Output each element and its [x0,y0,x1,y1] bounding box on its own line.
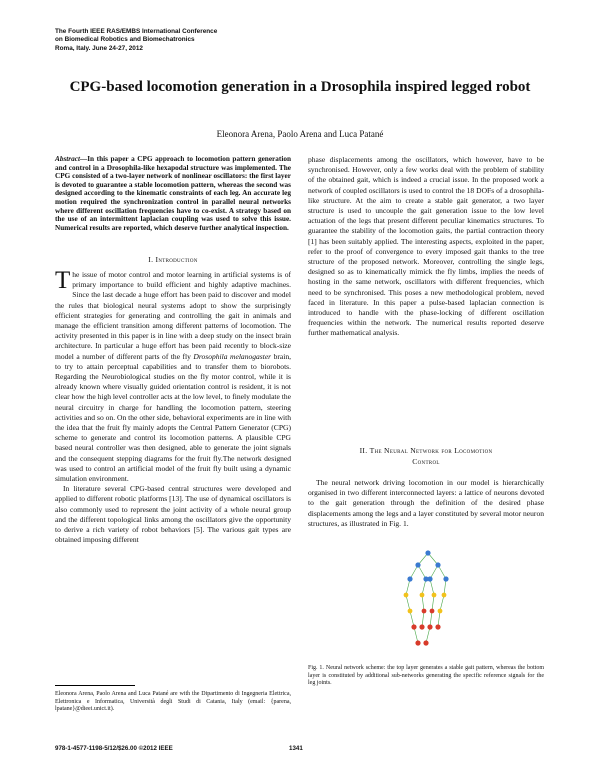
section-2-title-line-1: The Neural Network for Locomotion [369,446,493,455]
abstract [55,155,291,232]
author-affiliation-footnote: Eleonora Arena, Paolo Arena and Luca Patané are with the Dipartimento di Ingegneria Elettrica, Elettronica e Informatica, Università degli Studi di Catania, Italy (email: {parena, lpatane}@dieei.unict.it). [55,691,291,713]
species-name: Drosophila melanogaster [193,351,272,361]
author-list: Eleonora Arena, Paolo Arena and Luca Patané [216,129,384,139]
footer-isbn: 978-1-4577-1198-5/12/$26.00 ©2012 IEEE [55,745,173,752]
drop-cap: T [55,267,71,294]
motor-layer-nodes [411,609,440,646]
conference-line-2: on Biomedical Robotics and Biomechatronics [55,36,195,44]
abstract-label: Abstract [55,155,80,163]
intro-p1-rest: brain, to try to attain perceptual capabilities and to transfer them to biorobots. Regarding the Neurobiological studies on the fly motor control, while it is already known where visually guided orientation control is resident, it is not clear how the high level controller acts at the low level, to finely modulate the neural circuitry in charge for handling the locomotion pattern, steering activities and so on. On the other side, behavioral experiments are in line with the idea that the fruit fly mainly adopts the Central Pattern Generator (CPG) scheme to generate and control its locomotion patterns. A plausible CPG based neural controller was then designed, able to generate the joint signals and the consequent stepping diagrams for the fruit fly.The network designed was used to control an artificial model of the fruit fly built using a dynamic simulation environment. [55,351,291,484]
figure-1-caption: Fig. 1. Neural network scheme: the top layer generates a stable gait pattern, whereas the bottom layer is constituted by additional sub-networks generating the specific reference signals for the leg joints. [308,665,544,687]
abstract-text: —In this paper a CPG approach to locomotion pattern generation and control in a Drosophila-like hexapodal structure was implemented. The CPG consisted of a two-layer network of nonlinear oscillators: the first layer is devoted to guarantee a stable locomotion pattern, whereas the second was designed according to the kinematic constraints of each leg. An accurate leg motion required the synchronization control in parallel neural networks where different oscillation frequencies have to co-exist. A strategy based on the use of an intermittent laplacian coupling was used to solve this issue. Numerical results are reported, which deserve further analytical inspection. [55,155,291,232]
section-2-title-line-2: Control [412,457,440,466]
intro-paragraph-2: In literature several CPG-based central structures were developed and applied to different robotic platforms [13]. The use of dynamical oscillators is also commonly used to represent the joint activity of a whole neural group and the different topological links among the oscillators give the opportunity to derive a rich variety of robot behaviors [5]. The various gait types are obtained imposing different [55,484,291,545]
section-1-heading [55,255,291,264]
section-2-paragraph-1: The neural network driving locomotion in our model is hierarchically organised in two different interconnected layers: a lattice of neurons devoted to the gait generation through the definition of the desired phase displacements among the legs and a layer constituted by several motor neuron structures, as illustrated in Fig. 1. [308,478,544,528]
gait-layer-nodes [407,550,448,581]
intro-paragraph-2-continued: phase displacements among the oscillators, which however, have to be synchronised. However, only a few works deal with the problem of stability of the obtained gait, which is indeed a crucial issue. In the proposed work a network of coupled oscillators is used to control the 18 DOFs of a drosophila-like structure. At the aim to create a stable gait generator, a two layer structure is used to uncouple the gait generation issue to the low level actuation of the legs that present different peculiar kinematics structures. To guarantee the stability of the locomotion gaits, the partial contraction theory [1] has been suitably applied. The interesting aspects, exploited in the paper, refer to the proof of convergence to every imposed gait thanks to the tree structure of the proposed network. Moreover, controlling the single legs, designed so as to kinematically mimick the fly limbs, implies the needs of hosting in the same network, oscillators with different frequencies, which need to be synchronised. This poses a new methodological problem, neved faced in literature. In this paper a pulse-based laplacian connection is introduced to handle with the phase-locking of different oscillation frequencies within the network. The numerical results reported deserve further mathematical analysis. [308,155,544,338]
section-1-number: I. [148,255,154,264]
section-1-title: Introduction [155,255,198,264]
conference-line-1: The Fourth IEEE RAS/EMBS International Conference [55,28,218,35]
section-1-body [55,267,291,545]
footnote-rule [55,685,135,686]
section-2-body [308,478,544,529]
conference-line-3: Roma, Italy. June 24-27, 2012 [55,44,143,52]
intro-p1-lead: he issue of motor control and motor learning in artificial systems is of primary importance to build efficient and highly adaptive machines. Since the last decade a huge effort has been paid to discover and model the rules that biological neural systems adopt to show the surprisingly efficient strategies for generating and controlling the gait in animals and manage the efficient transition among different patterns of locomotion. The activity presented in this paper is in line with a deep study on the insect brain architecture. In particular a huge effort has been paid recently to block-size model a number of different parts of the fly [55,270,291,361]
figure-1-network-diagram [388,545,468,657]
paper-title: CPG-based locomotion generation in a Drosophila inspired legged robot [69,79,531,95]
section-2-heading [308,445,544,467]
footer-page-number: 1341 [289,745,303,752]
intro-continuation [308,155,544,339]
intro-paragraph-1 [55,267,291,484]
conference-header [55,28,315,53]
section-2-number: II. [359,446,368,455]
